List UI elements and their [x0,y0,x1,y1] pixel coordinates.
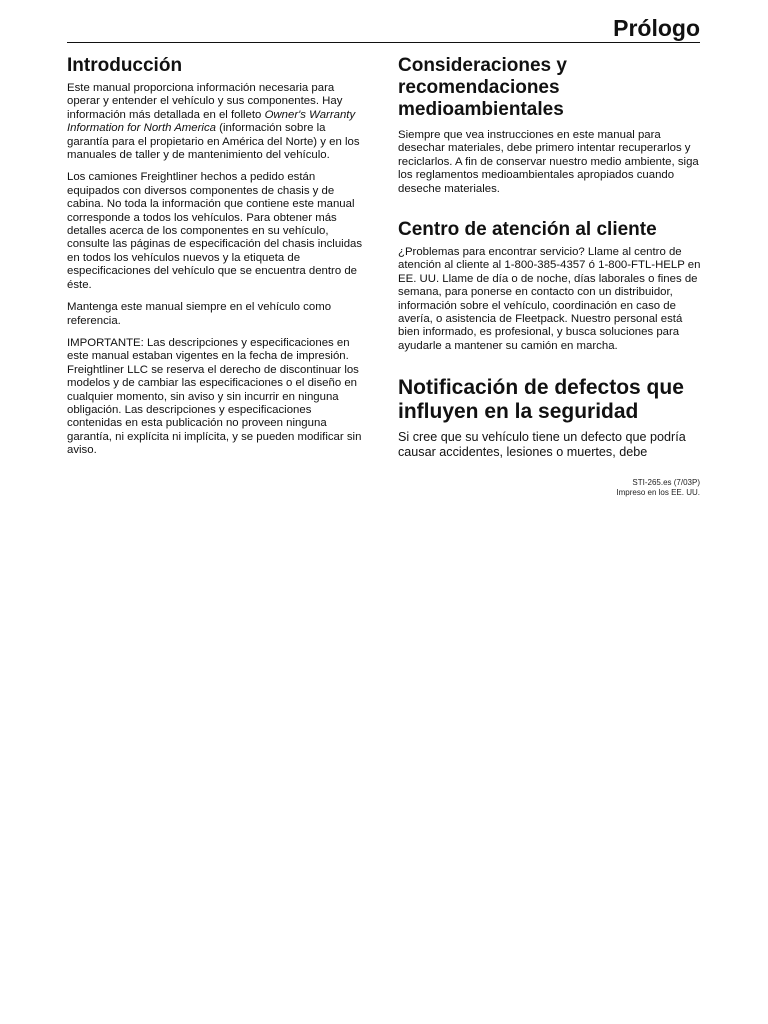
section-title-consideraciones: Consideraciones y recomendaciones medioambientales [398,55,567,120]
document-code: STI-265.es (7/03P) [632,478,700,487]
section-spacer [398,205,701,219]
intro-paragraph-1-end: (información sobre la garantía para el propietario en América del Norte) y en los manuales de taller y de mantenimiento del vehículo. [67,122,360,162]
intro-paragraph-4: IMPORTANTE: Las descripciones y especificaciones en este manual estaban vigentes en la fecha de impresión. Freightliner LLC se reserva el derecho de discontinuar los modelos y de cambiar las especificaciones o el diseño en cualquier momento, sin aviso y sin incurrir en ninguna obligación. Las descripciones y especificaciones contenidas en esta publicación no proveen ninguna garantía, ni explícita ni implícita, y se pueden modificar sin aviso. [67,336,362,457]
intro-paragraph-1 [67,82,369,162]
notificacion-paragraph: Si cree que su vehículo tiene un defecto que podría causar accidentes, lesiones o muertes, debe [398,430,686,460]
centro-atencion-paragraph: ¿Problemas para encontrar servicio? Llame al centro de atención al cliente al 1-800-385-4357 ó 1-800-FTL-HELP en EE. UU. Llame de día o de noche, días laborales o fines de semana, para ponerse en contacto con un distribuidor, información sobre el vehículo, coordinación en caso de avería, o asistencia de Fleetpack. Nuestro personal está bien informado, es profesional, y busca soluciones para ayudarle a mantener su camión en marcha. [398,246,701,352]
consideraciones-paragraph: Siempre que vea instrucciones en este manual para desechar materiales, debe primero intentar recuperarlos y reciclarlos. A fin de conservar nuestro medio ambiente, siga los reglamentos medioambientales apropiados cuando deseche materiales. [398,129,699,195]
warranty-booklet-title: Owner's Warranty Information for North America [67,108,356,135]
intro-paragraph-3: Mantenga este manual siempre en el vehículo como referencia. [67,301,332,327]
left-column [67,52,369,467]
section-title-centro-atencion: Centro de atención al cliente [398,219,657,241]
intro-paragraph-1-start: Este manual proporciona información necesaria para operar y entender el vehículo y sus componentes. Hay información más detallada en el folleto [67,82,343,121]
section-title-introduccion: Introducción [67,55,183,76]
page-title: Prólogo [613,15,700,41]
printed-in-note: Impreso en los EE. UU. [616,488,700,497]
page-footer [616,478,700,498]
right-column [398,52,701,469]
section-spacer [398,362,701,376]
intro-paragraph-2: Los camiones Freightliner hechos a pedido están equipados con diversos componentes de chasis y de cabina. No toda la información que contiene este manual corresponde a todos los vehículos. Para obtener más detalles acerca de los componentes en su vehículo, consulte las páginas de especificación del chasis incluidas en todos los vehículos nuevos y la etiqueta de especificaciones del vehículo que se encuentra dentro de éste. [67,171,363,291]
page-header [67,14,700,43]
section-title-notificacion-defectos: Notificación de defectos que influyen en la seguridad [398,376,684,424]
